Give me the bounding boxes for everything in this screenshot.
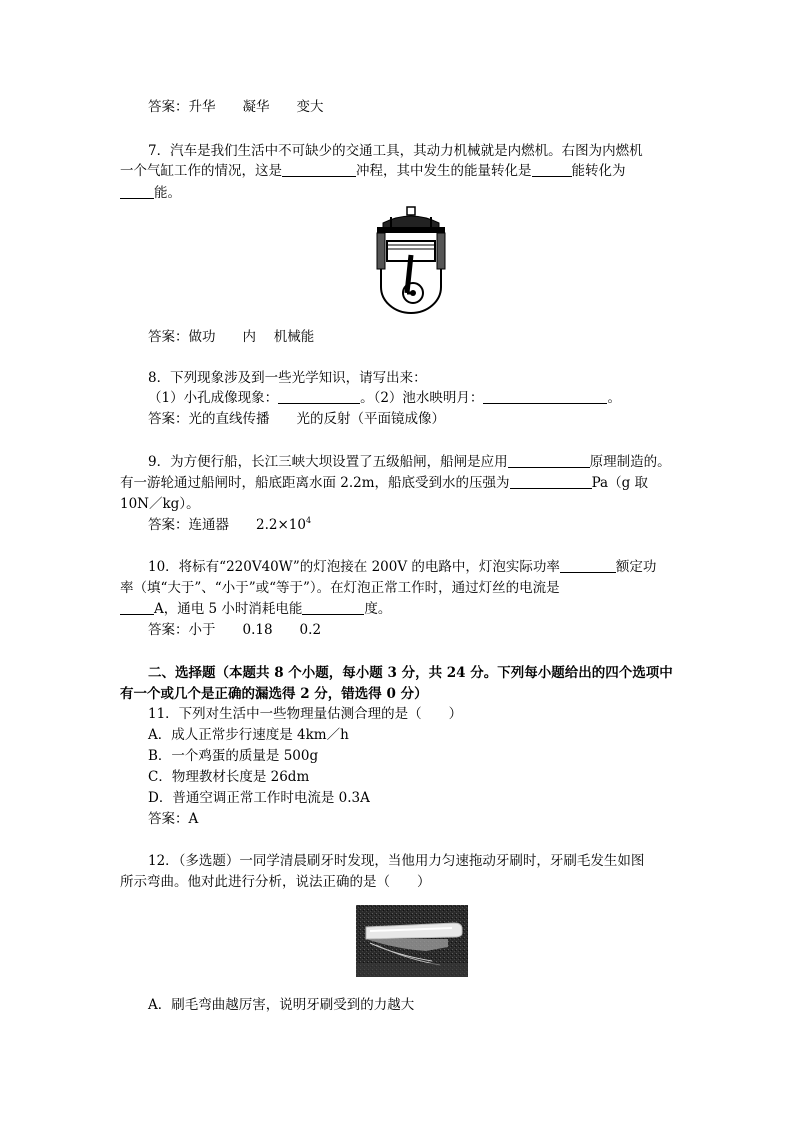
- q9-line3: 10N／kg）。: [120, 496, 200, 512]
- q12-line1: 12．（多选题）一同学清晨刷牙时发现，当他用力匀速拖动牙刷时，牙刷毛发生如图: [148, 853, 645, 869]
- q9-answer: 答案：连通器 $2.2\times 10^4$: [148, 516, 312, 533]
- engine-cylinder-diagram: [373, 205, 449, 317]
- toothbrush-photo: [356, 905, 468, 977]
- q10-line3: A，通电 5 小时消耗电能 度。: [120, 600, 391, 618]
- q9-line1: 9．为方便行船，长江三峡大坝设置了五级船闸，船闸是应用 原理制造的。: [148, 454, 671, 470]
- q9-line2: 有一游轮通过船闸时，船底距离水面 2.2m，船底受到水的压强为 Pa（g 取: [120, 475, 649, 491]
- q11-answer: 答案：A: [148, 811, 199, 827]
- q7-blank1: [282, 162, 356, 177]
- q7-blank2: [532, 162, 572, 177]
- q8-blank1: [278, 389, 360, 404]
- q9-blank2: [510, 474, 592, 489]
- q7-blank3: [120, 184, 154, 199]
- q10-blank3: [302, 600, 364, 615]
- q7-answer: 答案：做功 内 机械能: [148, 329, 315, 345]
- q10-line2: 率（填“大于”、“小于”或“等于”）。在灯泡正常工作时，通过灯丝的电流是: [120, 580, 560, 596]
- q12-option-a: A．刷毛弯曲越厉害，说明牙刷受到的力越大: [148, 997, 415, 1013]
- q7-line3: 能。: [120, 184, 181, 202]
- q10-answer: 答案：小于 0.18 0.2: [148, 622, 322, 638]
- q10-line1: 10．将标有“220V40W”的灯泡接在 200V 的电路中，灯泡实际功率 额定功: [148, 559, 657, 575]
- q8-blank2: [483, 389, 607, 404]
- q11-option-d: D．普通空调正常工作时电流是 0.3A: [148, 790, 370, 806]
- q8-answer: 答案：光的直线传播 光的反射（平面镜成像）: [148, 411, 445, 427]
- section2-heading-line1: 二、选择题（本题共 8 个小题，每小题 3 分，共 24 分。下列每小题给出的四个选项中: [148, 665, 673, 681]
- q8-line2: （1）小孔成像现象： 。（2）池水映明月： 。: [148, 390, 621, 406]
- q10-blank2: [120, 600, 154, 615]
- q7-line1: 7．汽车是我们生活中不可缺少的交通工具，其动力机械就是内燃机。右图为内燃机: [148, 143, 643, 159]
- q11-option-b: B．一个鸡蛋的质量是 500g: [148, 748, 319, 764]
- q11-option-a: A．成人正常步行速度是 4km／h: [148, 727, 349, 743]
- q9-blank1: [508, 453, 590, 468]
- section2-heading-line2: 有一个或几个是正确的漏选得 2 分，错选得 0 分）: [120, 686, 428, 702]
- q12-line2: 所示弯曲。他对此进行分析，说法正确的是（ ）: [120, 874, 431, 890]
- q10-blank1: [560, 558, 616, 573]
- q6-answer: 答案：升华 凝华 变大: [148, 99, 324, 115]
- q7-line2: 一个气缸工作的情况，这是 冲程，其中发生的能量转化是 能转化为: [120, 163, 626, 179]
- q8-line1: 8．下列现象涉及到一些光学知识，请写出来：: [148, 370, 427, 386]
- q11-stem: 11．下列对生活中一些物理量估测合理的是（ ）: [148, 706, 463, 722]
- q11-option-c: C．物理教材长度是 26dm: [148, 769, 310, 785]
